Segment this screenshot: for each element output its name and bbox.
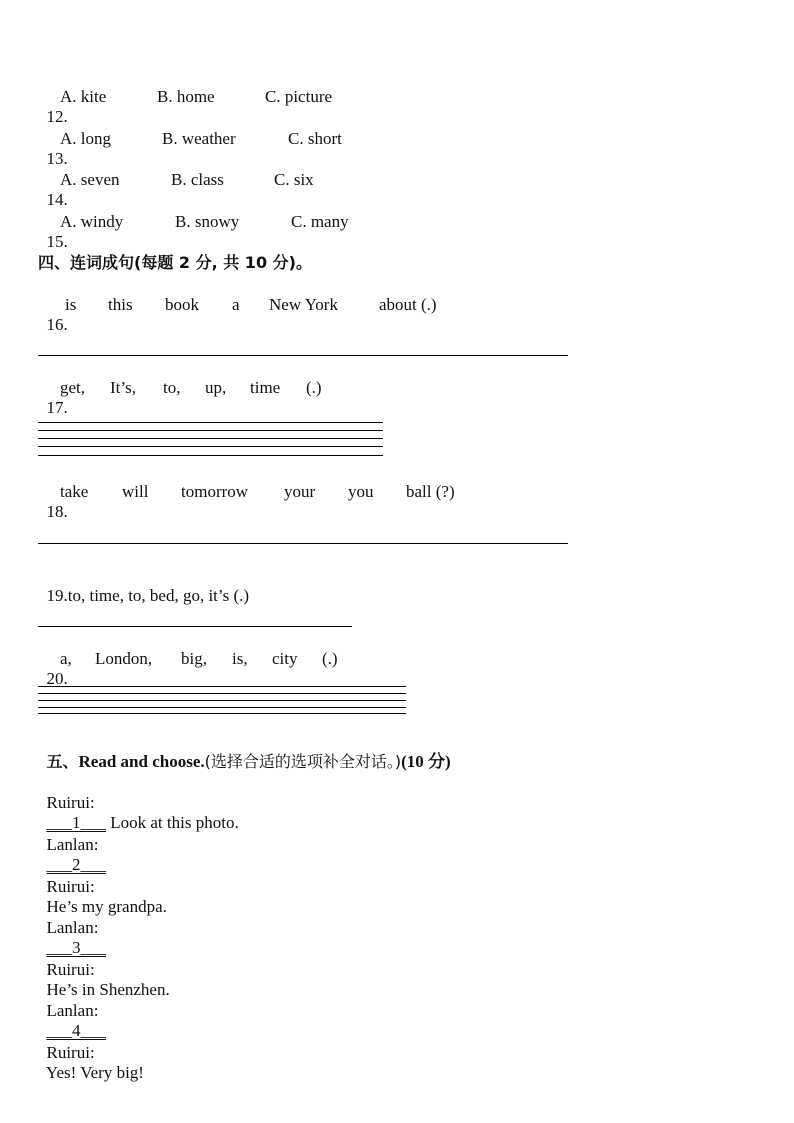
blank-3[interactable]: ___3___ <box>46 938 106 957</box>
word: New York <box>269 295 338 314</box>
question-number: 15. <box>46 232 68 251</box>
question-number: 17. <box>46 398 68 417</box>
option-b: B. home <box>157 87 215 106</box>
question-number: 12. <box>46 107 68 126</box>
word: will <box>122 482 149 501</box>
option-a: A. seven <box>60 170 120 189</box>
option-c: C. picture <box>265 87 333 106</box>
word: a <box>232 295 240 314</box>
word: It’s, <box>110 378 136 397</box>
answer-line[interactable] <box>38 430 383 431</box>
question-number: 13. <box>46 149 68 168</box>
dialogue-text: He’s my grandpa. <box>46 897 167 916</box>
word: to, <box>163 378 181 397</box>
answer-line[interactable] <box>38 700 406 701</box>
answer-line[interactable] <box>38 438 383 439</box>
speaker: Ruirui: <box>46 1043 95 1062</box>
option-b: B. weather <box>162 129 236 148</box>
option-a: A. windy <box>60 212 124 231</box>
word: a, <box>60 649 72 668</box>
blank-2[interactable]: ___2___ <box>46 855 106 874</box>
answer-line[interactable] <box>38 446 383 447</box>
word: about (.) <box>379 295 437 314</box>
word: (.) <box>322 649 338 668</box>
question-number: 16. <box>46 315 68 334</box>
answer-line[interactable] <box>38 422 383 423</box>
option-b: B. class <box>171 170 224 189</box>
word: is, <box>232 649 248 668</box>
word: big, <box>181 649 207 668</box>
word: you <box>348 482 374 501</box>
question-19 <box>38 566 249 606</box>
answer-line[interactable] <box>38 626 352 627</box>
speaker: Lanlan: <box>46 1001 99 1020</box>
option-c: C. many <box>291 212 349 231</box>
word: tomorrow <box>181 482 249 501</box>
speaker: Lanlan: <box>46 835 99 854</box>
answer-line[interactable] <box>38 455 383 456</box>
answer-line[interactable] <box>38 686 406 687</box>
section-5-prefix: 五、 <box>46 752 79 771</box>
section-5-heading <box>38 732 451 772</box>
option-b: B. snowy <box>175 212 240 231</box>
section-5-title-en: Read and choose. <box>78 752 205 771</box>
option-a: A. long <box>60 129 111 148</box>
answer-line[interactable] <box>38 707 406 708</box>
speaker: Ruirui: <box>46 793 95 812</box>
word: book <box>165 295 199 314</box>
section-4-heading: 四、连词成句(每题 2 分, 共 10 分)。 <box>38 253 312 272</box>
speaker: Lanlan: <box>46 918 99 937</box>
option-c: C. six <box>274 170 314 189</box>
word: (.) <box>306 378 322 397</box>
question-number: 20. <box>46 669 68 688</box>
word: city <box>272 649 298 668</box>
question-number: 14. <box>46 190 68 209</box>
word: your <box>284 482 316 501</box>
word: London, <box>95 649 153 668</box>
word: up, <box>205 378 227 397</box>
dialogue-text: Yes! Very big! <box>45 1063 144 1082</box>
dialogue-text: He’s in Shenzhen. <box>46 980 170 999</box>
word: time <box>250 378 281 397</box>
question-number: 18. <box>46 502 68 521</box>
option-c: C. short <box>288 129 342 148</box>
word: ball (?) <box>406 482 455 501</box>
dialogue-line <box>38 1023 144 1083</box>
answer-line[interactable] <box>38 355 568 356</box>
blank-4[interactable]: ___4___ <box>46 1021 106 1040</box>
answer-line[interactable] <box>38 693 406 694</box>
blank-1[interactable]: ___1___ <box>46 813 106 832</box>
section-5-title-cn: (选择合适的选项补全对话。) <box>204 752 402 771</box>
answer-line[interactable] <box>38 543 568 544</box>
word: get, <box>60 378 86 397</box>
question-19-words: to, time, to, bed, go, it’s (.) <box>67 586 250 605</box>
answer-line[interactable] <box>38 713 406 714</box>
option-a: A. kite <box>60 87 107 106</box>
speaker: Ruirui: <box>46 877 95 896</box>
dialogue-text: Look at this photo. <box>106 813 239 832</box>
speaker: Ruirui: <box>46 960 95 979</box>
question-number: 19. <box>46 586 68 605</box>
section-5-score: (10 分) <box>401 752 451 771</box>
word: take <box>60 482 89 501</box>
word: this <box>108 295 133 314</box>
word: is <box>65 295 77 314</box>
